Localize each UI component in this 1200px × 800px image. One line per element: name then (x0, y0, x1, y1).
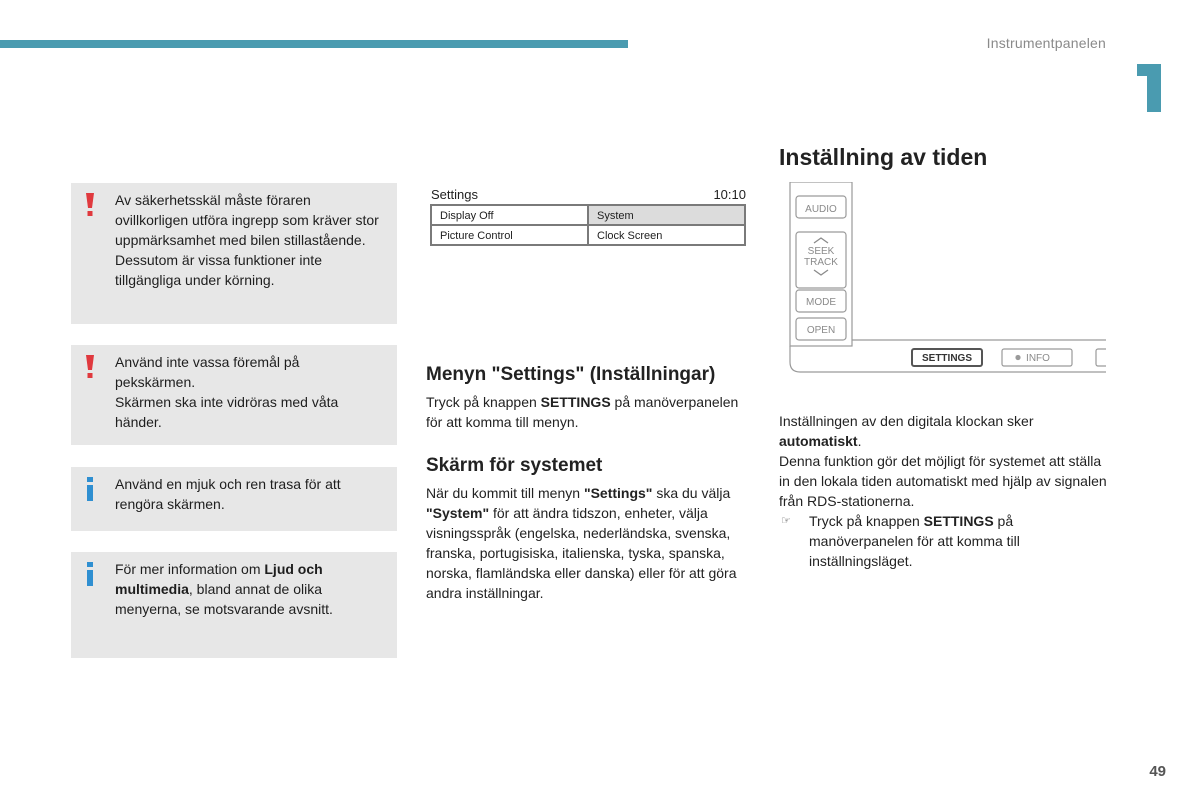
warning-note-text (115, 352, 383, 432)
settings-screen-illustration (428, 184, 748, 250)
section-title: Instrumentpanelen (986, 35, 1106, 51)
note-line: Använd inte vassa föremål på pekskärmen. (115, 354, 300, 390)
warning-note-safety (71, 183, 397, 324)
time-setting-heading: Inställning av tiden (779, 144, 988, 170)
menu-cell-display-off: Display Off (431, 205, 588, 225)
info-icon (84, 562, 96, 586)
system-screen-heading: Skärm för systemet (426, 455, 603, 476)
control-panel-illustration (786, 182, 1106, 376)
instruction-bullet (779, 511, 1109, 571)
para-text: ska du välja (652, 485, 731, 501)
header-accent-bar (0, 40, 628, 48)
para-text: Tryck på knappen (426, 394, 541, 410)
para-text: Tryck på knappen (809, 513, 924, 529)
menu-cell-picture-control: Picture Control (431, 225, 588, 245)
pointer-arrow-icon: ☞ (781, 515, 791, 527)
para-bold: "Settings" (583, 485, 653, 501)
info-note-cleaning (71, 467, 397, 531)
seek-button-label: SEEK (807, 246, 835, 257)
mode-button-label: MODE (806, 297, 836, 308)
page-number: 49 (1149, 763, 1166, 780)
para-text: Inställningen av den digitala klockan sker (779, 413, 1034, 429)
note-line: Skärmen ska inte vidröras med våta händer. (115, 394, 339, 430)
system-screen-paragraph (426, 483, 744, 603)
note-line: Dessutom är vissa funktioner inte tillgängliga under körning. (115, 252, 322, 288)
chapter-number (1133, 64, 1161, 112)
settings-menu-grid (430, 204, 746, 246)
track-button-label: TRACK (804, 257, 838, 268)
note-line: Använd en mjuk och ren trasa för att rengöra skärmen. (115, 476, 341, 512)
open-button-label: OPEN (806, 325, 836, 336)
exclamation-icon (84, 193, 96, 217)
info-note-multimedia (71, 552, 397, 658)
menu-cell-system: System (588, 205, 745, 225)
settings-screen-title: Settings (431, 187, 478, 202)
para-text: på manöverpanelen för att komma till menyn. (426, 394, 739, 430)
para-bold: "System" (426, 505, 490, 521)
note-text: , bland annat de olika menyerna, se motsvarande avsnitt. (115, 581, 333, 617)
warning-note-text (115, 190, 383, 290)
audio-button-label: AUDIO (805, 204, 837, 215)
info-icon (84, 477, 96, 501)
para-bold: automatiskt (779, 433, 858, 449)
menu-settings-paragraph (426, 392, 746, 432)
para-line: Denna funktion gör det möjligt för systemet att ställa in den lokala tiden automatiskt med hjälp av signalen från RDS-stationerna. (779, 453, 1107, 509)
warning-note-touchscreen (71, 345, 397, 445)
para-bold: SETTINGS (923, 513, 994, 529)
settings-screen-time: 10:10 (713, 187, 746, 202)
note-line: Av säkerhetsskäl måste föraren ovillkorligen utföra ingrepp som kräver stor uppmärksamhet med bilen stillastående. (115, 192, 379, 248)
para-text: När du kommit till menyn (426, 485, 584, 501)
para-text: för att ändra tidszon, enheter, välja visningsspråk (engelska, nederländska, svenska, franska, portugisiska, italienska, tyska, spanska, norska, flamländska eller danska) eller för att göra andra inställningar. (426, 505, 737, 601)
para-line (779, 411, 1109, 451)
exclamation-icon (84, 355, 96, 379)
settings-button-label: SETTINGS (921, 353, 973, 364)
info-note-text (115, 559, 383, 619)
para-text: på manöverpanelen för att komma till inställningsläget. (809, 513, 1020, 569)
note-bold-text: Ljud och multimedia (115, 561, 323, 597)
time-setting-paragraph (779, 411, 1109, 571)
menu-settings-heading: Menyn "Settings" (Inställningar) (426, 364, 716, 385)
note-text: För mer information om (115, 561, 265, 577)
info-button-label: INFO (1026, 353, 1050, 364)
para-bold: SETTINGS (540, 394, 611, 410)
para-text: . (857, 433, 862, 449)
menu-cell-clock-screen: Clock Screen (588, 225, 745, 245)
info-note-text (115, 474, 383, 514)
